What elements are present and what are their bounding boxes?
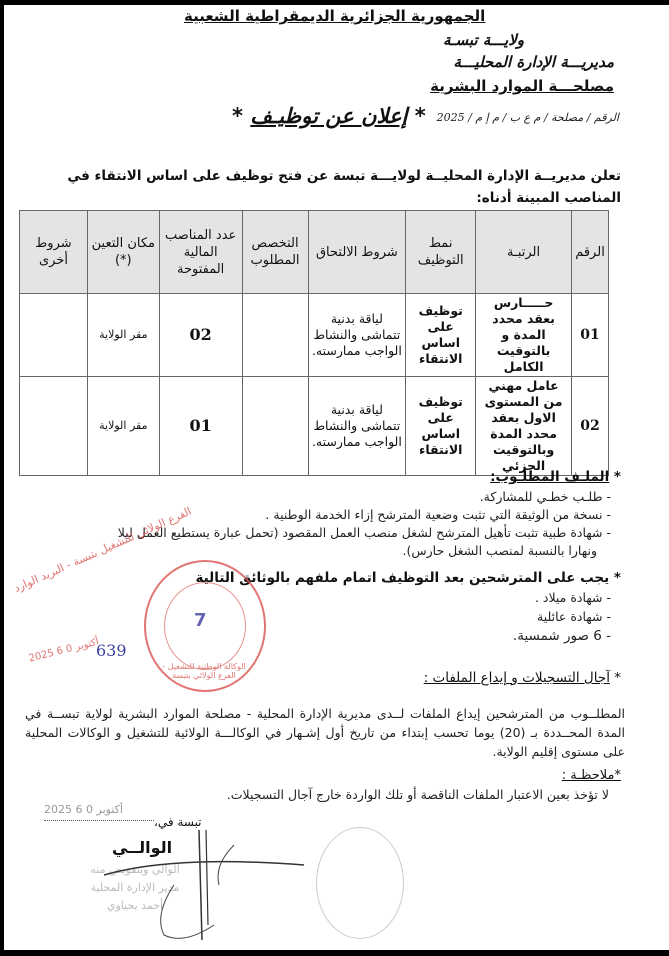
header-number: الرقم <box>572 211 609 294</box>
header-location: مكان التعين (*) <box>87 211 159 294</box>
file-item: - نسخة من الوثيقة التي تثبت وضعية المترشح إزاء الخدمة الوطنية . <box>265 507 611 522</box>
positions-table <box>19 210 609 476</box>
wilaya-name: ولايـــة تبسـة <box>443 31 524 49</box>
directorate-name: مديريـــة الإدارة المحليـــة <box>453 53 614 71</box>
bullet-star: * <box>609 469 621 485</box>
document-page <box>4 5 669 950</box>
cell-conditions: لياقة بدنية تتماشى والنشاط الواجب ممارسته. <box>308 294 406 377</box>
cell-specialty <box>242 377 308 476</box>
bullet-star: * <box>609 670 621 686</box>
cell-conditions: لياقة بدنية تتماشى والنشاط الواجب ممارسته. <box>308 377 406 476</box>
after-hiring-heading <box>195 569 621 587</box>
header-conditions: شروط الالتحاق <box>308 211 406 294</box>
cell-positions: 01 <box>159 377 242 476</box>
signature-wali: الوالــي <box>112 838 173 857</box>
cell-positions: 02 <box>159 294 242 377</box>
table-row <box>20 294 609 377</box>
cell-rank: عامل مهني من المستوى الاول بعقد محدد المدة وبالتوقيت الجزئي <box>476 377 572 476</box>
header-specialty: التخصص المطلوب <box>242 211 308 294</box>
file-required-heading <box>490 468 621 486</box>
doc-item: - شهادة عائلية <box>537 609 611 624</box>
doc-item: - شهادة ميلاد . <box>534 590 611 605</box>
header-other: شروط أخرى <box>20 211 88 294</box>
cell-number: 02 <box>572 377 609 476</box>
cell-location: مقر الولاية <box>87 294 159 377</box>
deadlines-heading <box>424 669 621 687</box>
intro-paragraph: تعلن مديريــة الإدارة المحليــة لولايـــة تبسة عن فتح توظيف على اساس الانتقاء في المناصب المبينة أدناه: <box>67 168 621 206</box>
cell-specialty <box>242 294 308 377</box>
file-required-title: الملـف المطلـوب: <box>490 469 610 485</box>
delegate-text: الوالي وبتفويض منه مدير الإدارة المحلية <box>90 863 180 894</box>
note-text: لا تؤخذ بعين الاعتبار الملفات الناقصة أو تلك الواردة خارج آجال التسجيلات. <box>226 787 609 802</box>
note-title: *ملاحظـة : <box>561 768 621 783</box>
bullet-star: * <box>609 570 621 586</box>
deadlines-paragraph: المطلــوب من المترشحين إيداع الملفات لــدى مديرية الإدارة المحلية - مصلحة الموارد البشرية لولاية تبســة في المدة المحــددة بـ (20) يوما تحسب إبتداء من تاريخ أول إشـهار في الوكالـــة الولائية للتشغيل و الوكالات المحلية على مستوى إقليم الولاية. <box>25 706 625 759</box>
stamp-handwritten-number: 7 <box>194 610 207 631</box>
print-date: 2025 أكتوبر 0 6 <box>44 803 123 816</box>
registry-stamp-date: 2025 أكتوبر 0 6 <box>27 636 101 665</box>
file-item: ونهارا بالنسبة لمنصب الشغل حارس). <box>402 543 597 558</box>
cell-other <box>20 294 88 377</box>
title-star: * <box>414 104 426 128</box>
file-item: - شهادة طبية تثبت تأهيل المترشح لشغل منصب العمل المقصود (تحمل عبارة يستطيع العمل ليلا <box>117 525 611 540</box>
after-hiring-title: يجب على المترشحين بعد التوظيف اتمام ملفهم بالوثائق التالية <box>195 570 610 586</box>
signatory-name: أحمد يحياوي <box>106 899 164 912</box>
signature-city: تبسة في، <box>154 815 202 829</box>
registry-stamp-number: 639 <box>96 641 127 660</box>
cell-mode: توظيف على اساس الانتقاء <box>406 294 476 377</box>
agency-round-stamp <box>144 560 266 692</box>
handwritten-signature <box>94 825 314 945</box>
cell-mode: توظيف على اساس الانتقاء <box>406 377 476 476</box>
faded-seal <box>316 827 404 939</box>
table-header-row <box>20 211 609 294</box>
deadlines-title: آجال التسجيلات و إيداع الملفات : <box>423 670 610 686</box>
header-mode: نمط التوظيف <box>406 211 476 294</box>
doc-item: - 6 صور شمسية. <box>512 628 611 644</box>
cell-number: 01 <box>572 294 609 377</box>
registry-stamp-text: الفرع الولائي للتشغيل بتبسة - البريد الوارد <box>12 504 194 595</box>
service-name: مصلحـــة الموارد البشرية <box>430 77 614 95</box>
reference-number: الرقم / مصلحة / م ع ب / م إ م / 2025 <box>436 111 619 124</box>
header-rank: الرتبـة <box>476 211 572 294</box>
republic-heading: الجمهورية الجزائرية الديمقراطية الشعبية <box>184 7 486 25</box>
cell-rank: حـــــارس بعقد محدد المدة و بالتوقيت الكامل <box>476 294 572 377</box>
title-star: * <box>232 104 243 128</box>
cell-location: مقر الولاية <box>87 377 159 476</box>
header-positions: عدد المناصب المالية المفتوحة <box>159 211 242 294</box>
title-text: إعلان عن توظيـف <box>250 104 408 128</box>
stamp-agency-text: الوكالة الوطنية للتشغيل - الفرع الولائي بتبسة <box>162 662 246 680</box>
cell-other <box>20 377 88 476</box>
table-row <box>20 377 609 476</box>
announcement-title <box>232 104 426 128</box>
date-dotted-line <box>44 820 154 821</box>
file-item: - طلـب خطـي للمشاركة. <box>479 489 611 504</box>
